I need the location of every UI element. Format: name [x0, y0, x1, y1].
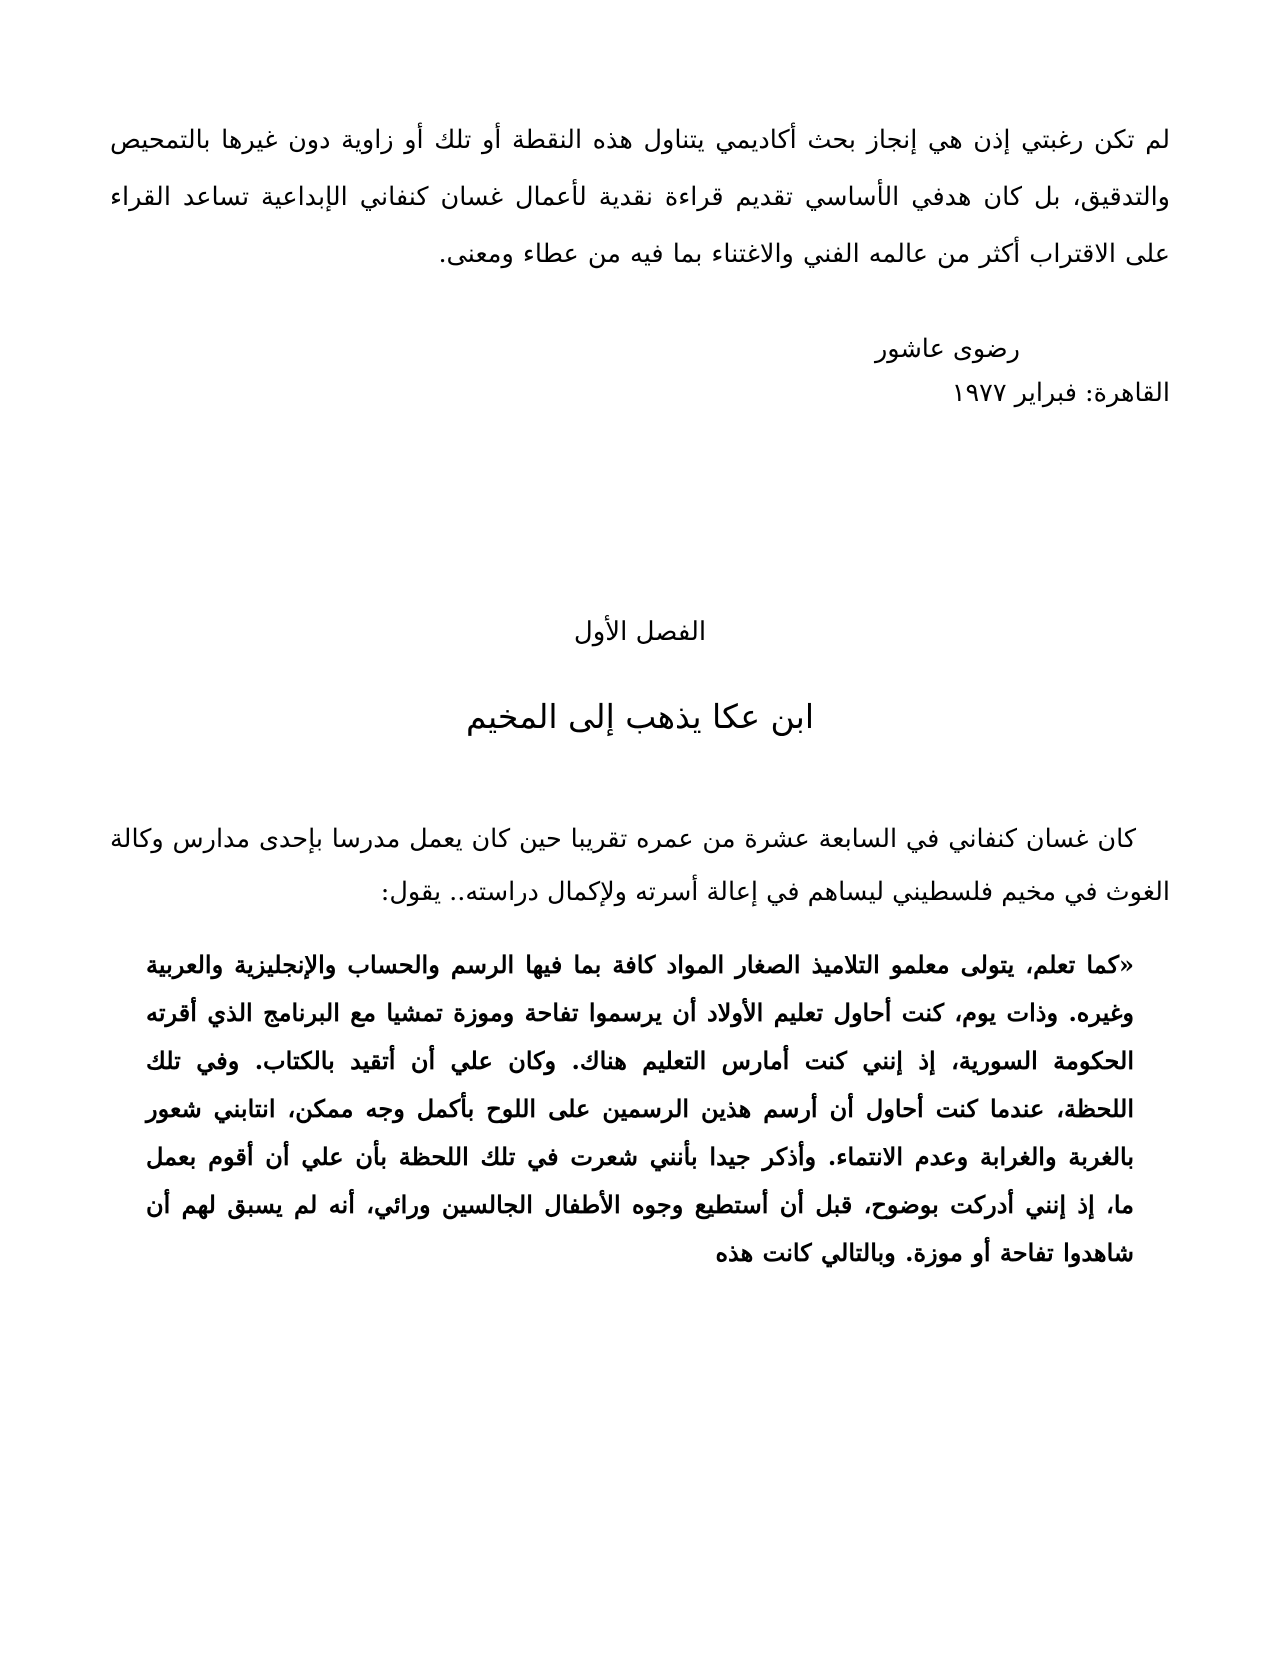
- body-paragraph: كان غسان كنفاني في السابعة عشرة من عمره تقريبا حين كان يعمل مدرسا بإحدى مدارس وكالة الغوث في مخيم فلسطيني ليساهم في إعالة أسرته ولإكمال دراسته.. يقول:: [110, 824, 1170, 907]
- block-quote: «كما تعلم، يتولى معلمو التلاميذ الصغار المواد كافة بما فيها الرسم والحساب والإنجليزية والعربية وغيره. وذات يوم، كنت أحاول تعليم الأولاد أن يرسموا تفاحة وموزة تمشيا مع البرنامج الذي أقرته الحكومة السورية، إذ إنني كنت أمارس التعليم هناك. وكان علي أن أتقيد بالكتاب. وفي تلك اللحظة، عندما كنت أحاول أن أرسم هذين الرسمين على اللوح بأكمل وجه ممكن، انتابني شعور بالغربة والغرابة وعدم الانتماء. وأذكر جيدا بأنني شعرت في تلك اللحظة بأن علي أن أقوم بعمل ما، إذ إنني أدركت بوضوح، قبل أن أستطيع وجوه الأطفال الجالسين ورائي، أنه لم يسبق لهم أن شاهدوا تفاحة أو موزة. وبالتالي كانت هذه: [146, 950, 1134, 1267]
- page-content: [110, 112, 1170, 1277]
- intro-paragraph: لم تكن رغبتي إذن هي إنجاز بحث أكاديمي يتناول هذه النقطة أو تلك أو زاوية دون غيرها بالتمحيص والتدقيق، بل كان هدفي الأساسي تقديم قراءة نقدية لأعمال غسان كنفاني الإبداعية تساعد القراء على الاقتراب أكثر من عالمه الفني والاغتناء بما فيه من عطاء ومعنى.: [110, 125, 1170, 269]
- chapter-title: ابن عكا يذهب إلى المخيم: [466, 697, 814, 736]
- place-and-date: القاهرة: فبراير ١٩٧٧: [951, 378, 1170, 408]
- author-signature: رضوى عاشور: [874, 334, 1020, 364]
- signature-block: [110, 327, 1170, 415]
- chapter-number-label: الفصل الأول: [573, 617, 707, 647]
- chapter-heading-group: [110, 613, 1170, 739]
